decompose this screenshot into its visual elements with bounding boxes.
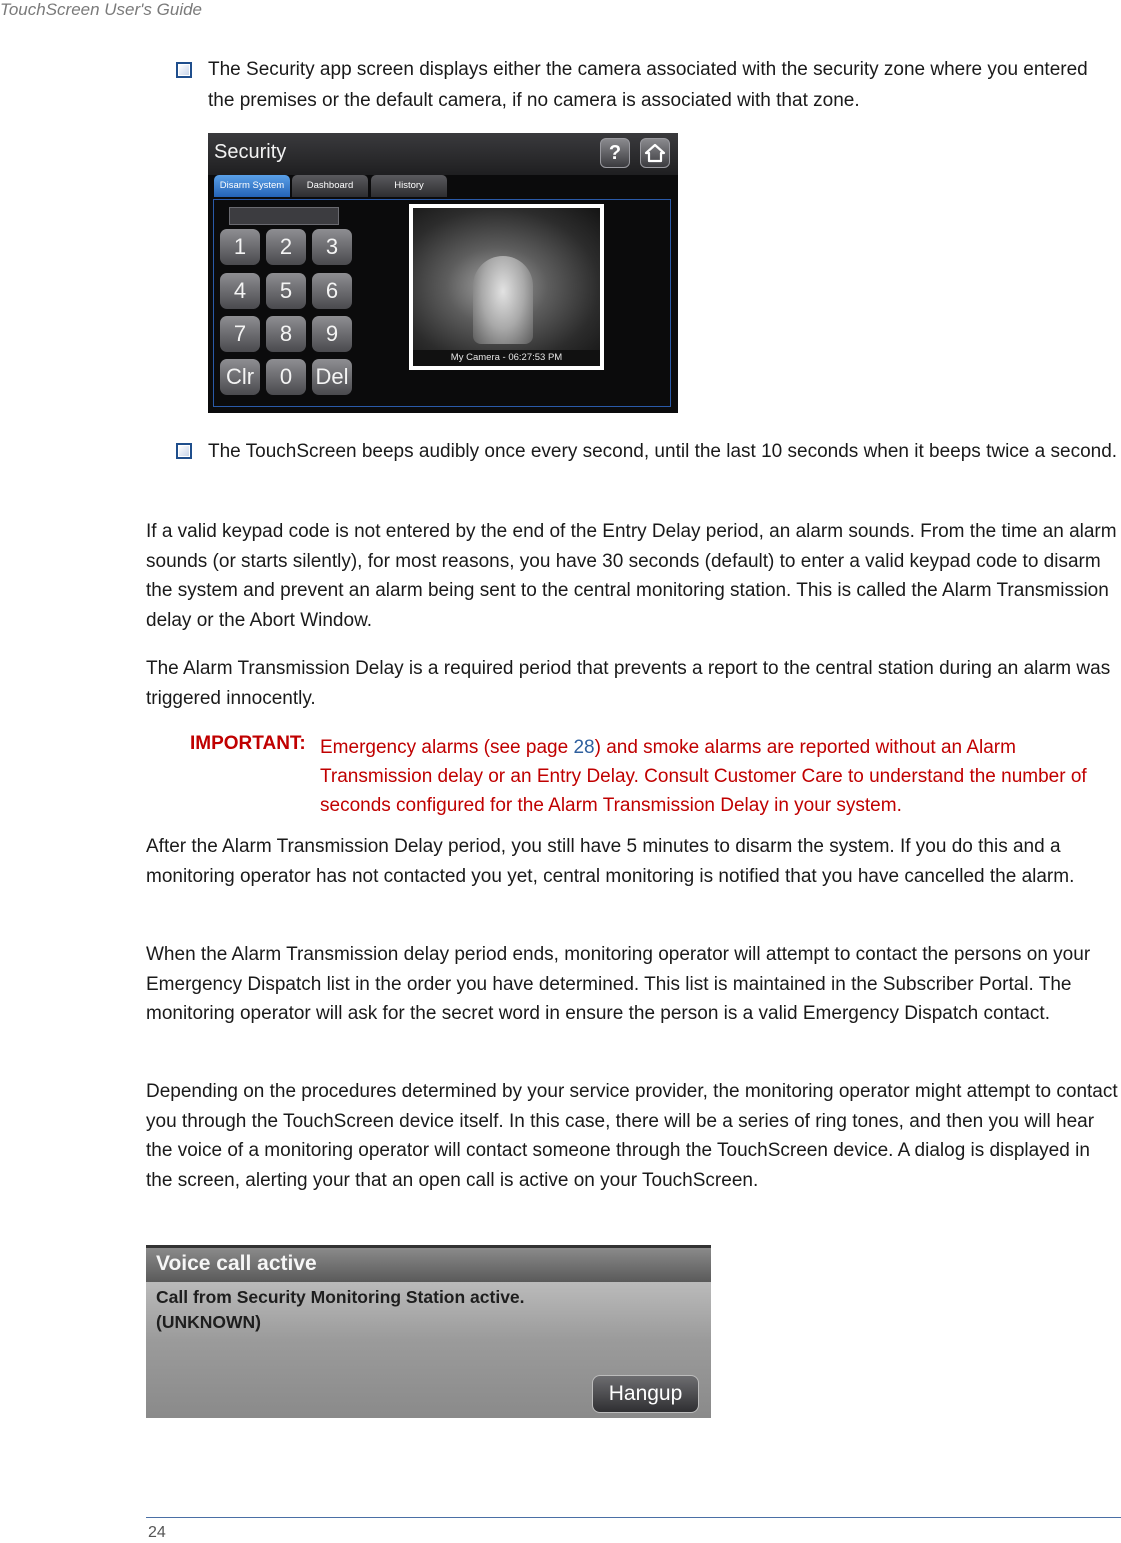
voice-call-dialog	[146, 1245, 711, 1418]
important-text-part: Emergency alarms (see page	[320, 737, 574, 758]
screen-title: Security	[214, 141, 287, 163]
checkbox-bullet-icon	[176, 443, 192, 459]
key-2[interactable]: 2	[266, 229, 306, 265]
key-4[interactable]: 4	[220, 273, 260, 309]
key-9[interactable]: 9	[312, 316, 352, 352]
key-delete[interactable]: Del	[312, 359, 352, 395]
camera-image	[413, 208, 600, 350]
dialog-title-bar	[146, 1248, 711, 1282]
security-screenshot	[208, 133, 678, 413]
page-link[interactable]: 28	[573, 737, 595, 758]
important-text	[320, 733, 1100, 820]
dialog-title: Voice call active	[156, 1252, 317, 1275]
key-1[interactable]: 1	[220, 229, 260, 265]
checkbox-bullet-icon	[176, 62, 192, 78]
key-0[interactable]: 0	[266, 359, 306, 395]
camera-caption: My Camera - 06:27:53 PM	[413, 350, 600, 366]
home-button[interactable]	[640, 138, 670, 168]
key-5[interactable]: 5	[266, 273, 306, 309]
tab-dashboard[interactable]: Dashboard	[292, 175, 368, 197]
camera-subject	[473, 256, 533, 344]
paragraph: Depending on the procedures determined by your service provider, the monitoring operator might attempt to contact you through the TouchScreen device itself. In this case, there will be a series of ring tones, and then you will hear the voice of a monitoring operator will contact someone through the TouchScreen device. A dialog is displayed in the screen, alerting your that an open call is active on your TouchScreen.	[146, 1081, 1118, 1191]
key-clear[interactable]: Clr	[220, 359, 260, 395]
important-text-part: ) and smoke alarms are reported without an Alarm Transmission delay or an Entry Delay. Consult Customer Care to understand the number of seconds configured for the Alarm Transmission Delay in your system.	[320, 737, 1087, 816]
bullet-text: The Security app screen displays either the camera associated with the security zone where you entered the premises or the default camera, if no camera is associated with that zone.	[208, 59, 1088, 111]
paragraph: The Alarm Transmission Delay is a required period that prevents a report to the central station during an alarm was triggered innocently.	[146, 658, 1111, 709]
camera-view[interactable]	[409, 204, 604, 370]
title-bar	[208, 133, 678, 175]
key-3[interactable]: 3	[312, 229, 352, 265]
key-8[interactable]: 8	[266, 316, 306, 352]
important-label: IMPORTANT:	[190, 733, 306, 754]
help-button[interactable]: ?	[600, 138, 630, 168]
dialog-message-line: (UNKNOWN)	[156, 1312, 261, 1332]
paragraph: After the Alarm Transmission Delay period, you still have 5 minutes to disarm the system. If you do this and a monitoring operator has not contacted you yet, central monitoring is notified that you have cancelled the alarm.	[146, 836, 1075, 887]
key-7[interactable]: 7	[220, 316, 260, 352]
dialog-message-line: Call from Security Monitoring Station active.	[156, 1287, 525, 1307]
tab-history[interactable]: History	[371, 175, 447, 197]
hangup-button[interactable]: Hangup	[592, 1375, 699, 1413]
key-6[interactable]: 6	[312, 273, 352, 309]
paragraph: If a valid keypad code is not entered by the end of the Entry Delay period, an alarm sounds. From the time an alarm sounds (or starts silently), for most reasons, you have 30 seconds (default) to enter a valid keypad code to disarm the system and prevent an alarm being sent to the central monitoring station. This is called the Alarm Transmission delay or the Abort Window.	[146, 521, 1117, 631]
running-header: TouchScreen User's Guide	[0, 0, 202, 19]
page-number: 24	[148, 1524, 166, 1541]
paragraph: When the Alarm Transmission delay period ends, monitoring operator will attempt to contact the persons on your Emergency Dispatch list in the order you have determined. This list is maintained in the Subscriber Portal. The monitoring operator will ask for the secret word in ensure the person is a valid Emergency Dispatch contact.	[146, 944, 1091, 1024]
tab-disarm-system[interactable]: Disarm System	[214, 175, 290, 197]
bullet-text: The TouchScreen beeps audibly once every second, until the last 10 seconds when it beeps twice a second.	[208, 441, 1118, 462]
code-input[interactable]	[229, 207, 339, 225]
home-icon	[644, 143, 666, 163]
dialog-message	[156, 1285, 696, 1335]
footer-rule	[146, 1517, 1121, 1518]
